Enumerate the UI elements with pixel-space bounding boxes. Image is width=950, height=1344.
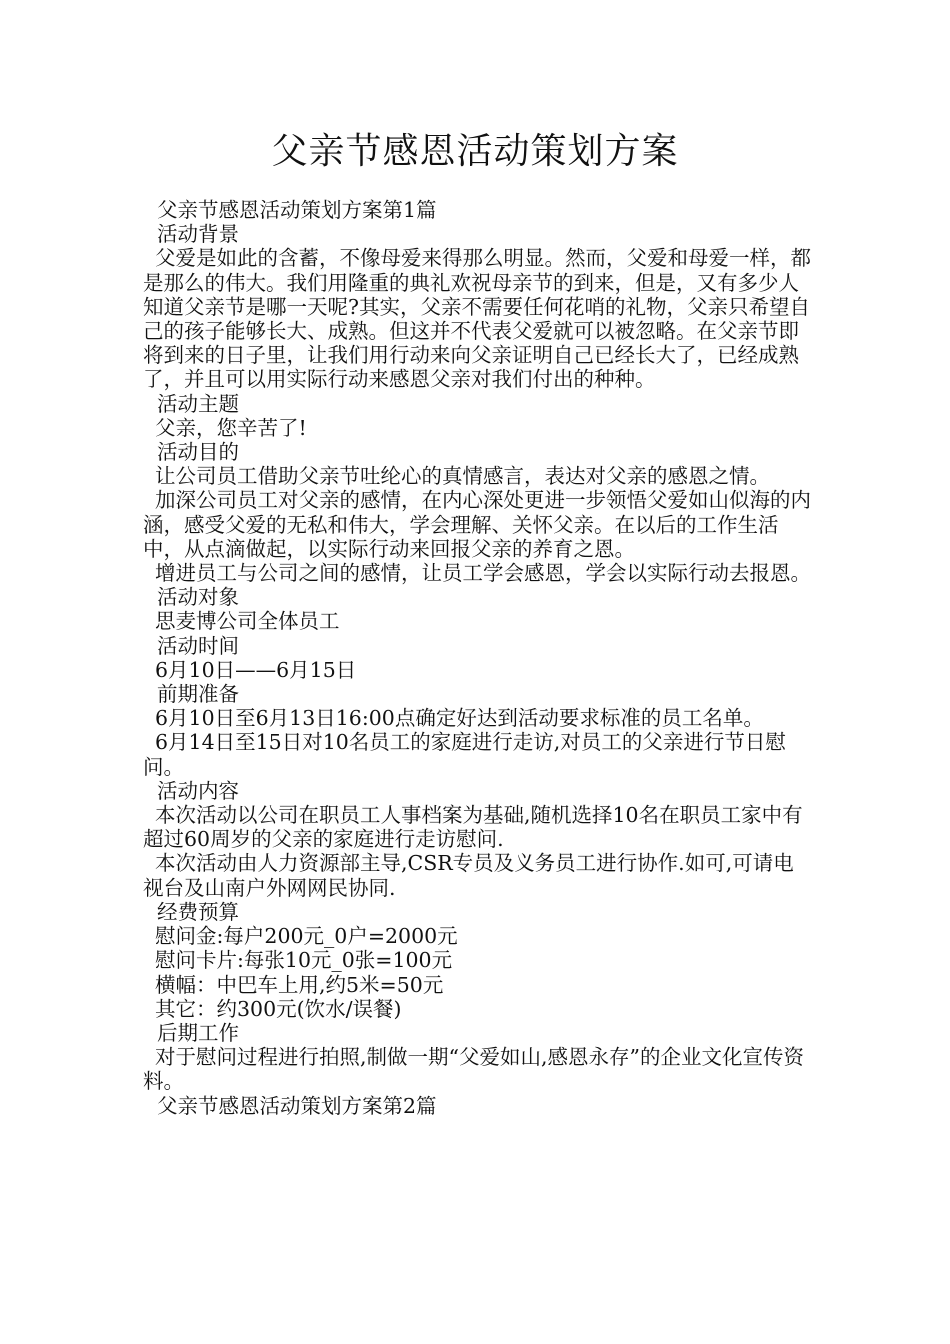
section-heading: 后期工作 [157, 1020, 239, 1045]
body-paragraph: 6月10日至6月13日16:00点确定好达到活动要求标准的员工名单。 [155, 706, 764, 731]
body-paragraph: 对于慰问过程进行拍照,制做一期“父爱如山,感恩永存”的企业文化宣传资料。 [143, 1045, 804, 1094]
section-heading: 父亲节感恩活动策划方案第1篇 [157, 198, 437, 222]
section-heading: 活动内容 [157, 778, 239, 803]
body-paragraph: 本次活动由人力资源部主导,CSR专员及义务员工进行协作.如可,可请电视台及山南户外网网民协同. [143, 851, 794, 900]
body-paragraph: 加深公司员工对父亲的感情，在内心深处更进一步领悟父爱如山似海的内涵，感受父爱的无私和伟大，学会理解、关怀父亲。在以后的工作生活中，从点滴做起，以实际行动来回报父亲的养育之恩。 [143, 488, 811, 561]
body-paragraph: 6月10日——6月15日 [155, 657, 357, 682]
body-paragraph: 让公司员工借助父亲节吐纶心的真情感言，表达对父亲的感恩之情。 [155, 464, 770, 489]
section-heading: 经费预算 [157, 899, 239, 924]
body-paragraph: 思麦博公司全体员工 [155, 609, 340, 634]
budget-item: 慰问金:每户200元_0户=2000元 [155, 924, 458, 949]
section-heading: 活动对象 [157, 585, 239, 610]
section-heading: 前期准备 [157, 682, 239, 707]
section-heading: 活动时间 [157, 633, 239, 658]
document-body [143, 198, 813, 1118]
body-paragraph: 本次活动以公司在职员工人事档案为基础,随机选择10名在职员工家中有超过60周岁的父亲的家庭进行走访慰问. [143, 803, 803, 852]
body-paragraph: 增进员工与公司之间的感情，让员工学会感恩，学会以实际行动去报恩。 [155, 561, 811, 586]
section-heading: 父亲节感恩活动策划方案第2篇 [157, 1093, 437, 1118]
budget-item: 其它：约300元(饮水/误餐) [155, 996, 402, 1021]
body-paragraph: 父爱是如此的含蓄，不像母爱来得那么明显。然而，父爱和母爱一样，都是那么的伟大。我们用隆重的典礼欢祝母亲节的到来，但是，又有多少人知道父亲节是哪一天呢?其实，父亲不需要任何花哨的礼物，父亲只希望自己的孩子能够长大、成熟。但这并不代表父爱就可以被忽略。在父亲节即将到来的日子里，让我们用行动来向父亲证明自己已经长大了，已经成熟了，并且可以用实际行动来感恩父亲对我们付出的种种。 [143, 246, 811, 392]
section-heading: 活动主题 [157, 391, 239, 416]
body-paragraph: 6月14日至15日对10名员工的家庭进行走访,对员工的父亲进行节日慰问。 [143, 730, 786, 779]
budget-item: 横幅：中巴车上用,约5米=50元 [155, 972, 444, 997]
document-title: 父亲节感恩活动策划方案 [271, 131, 679, 172]
budget-item: 慰问卡片:每张10元_0张=100元 [155, 948, 453, 973]
body-paragraph: 父亲，您辛苦了! [155, 415, 307, 440]
section-heading: 活动背景 [157, 222, 239, 247]
section-heading: 活动目的 [157, 440, 239, 465]
